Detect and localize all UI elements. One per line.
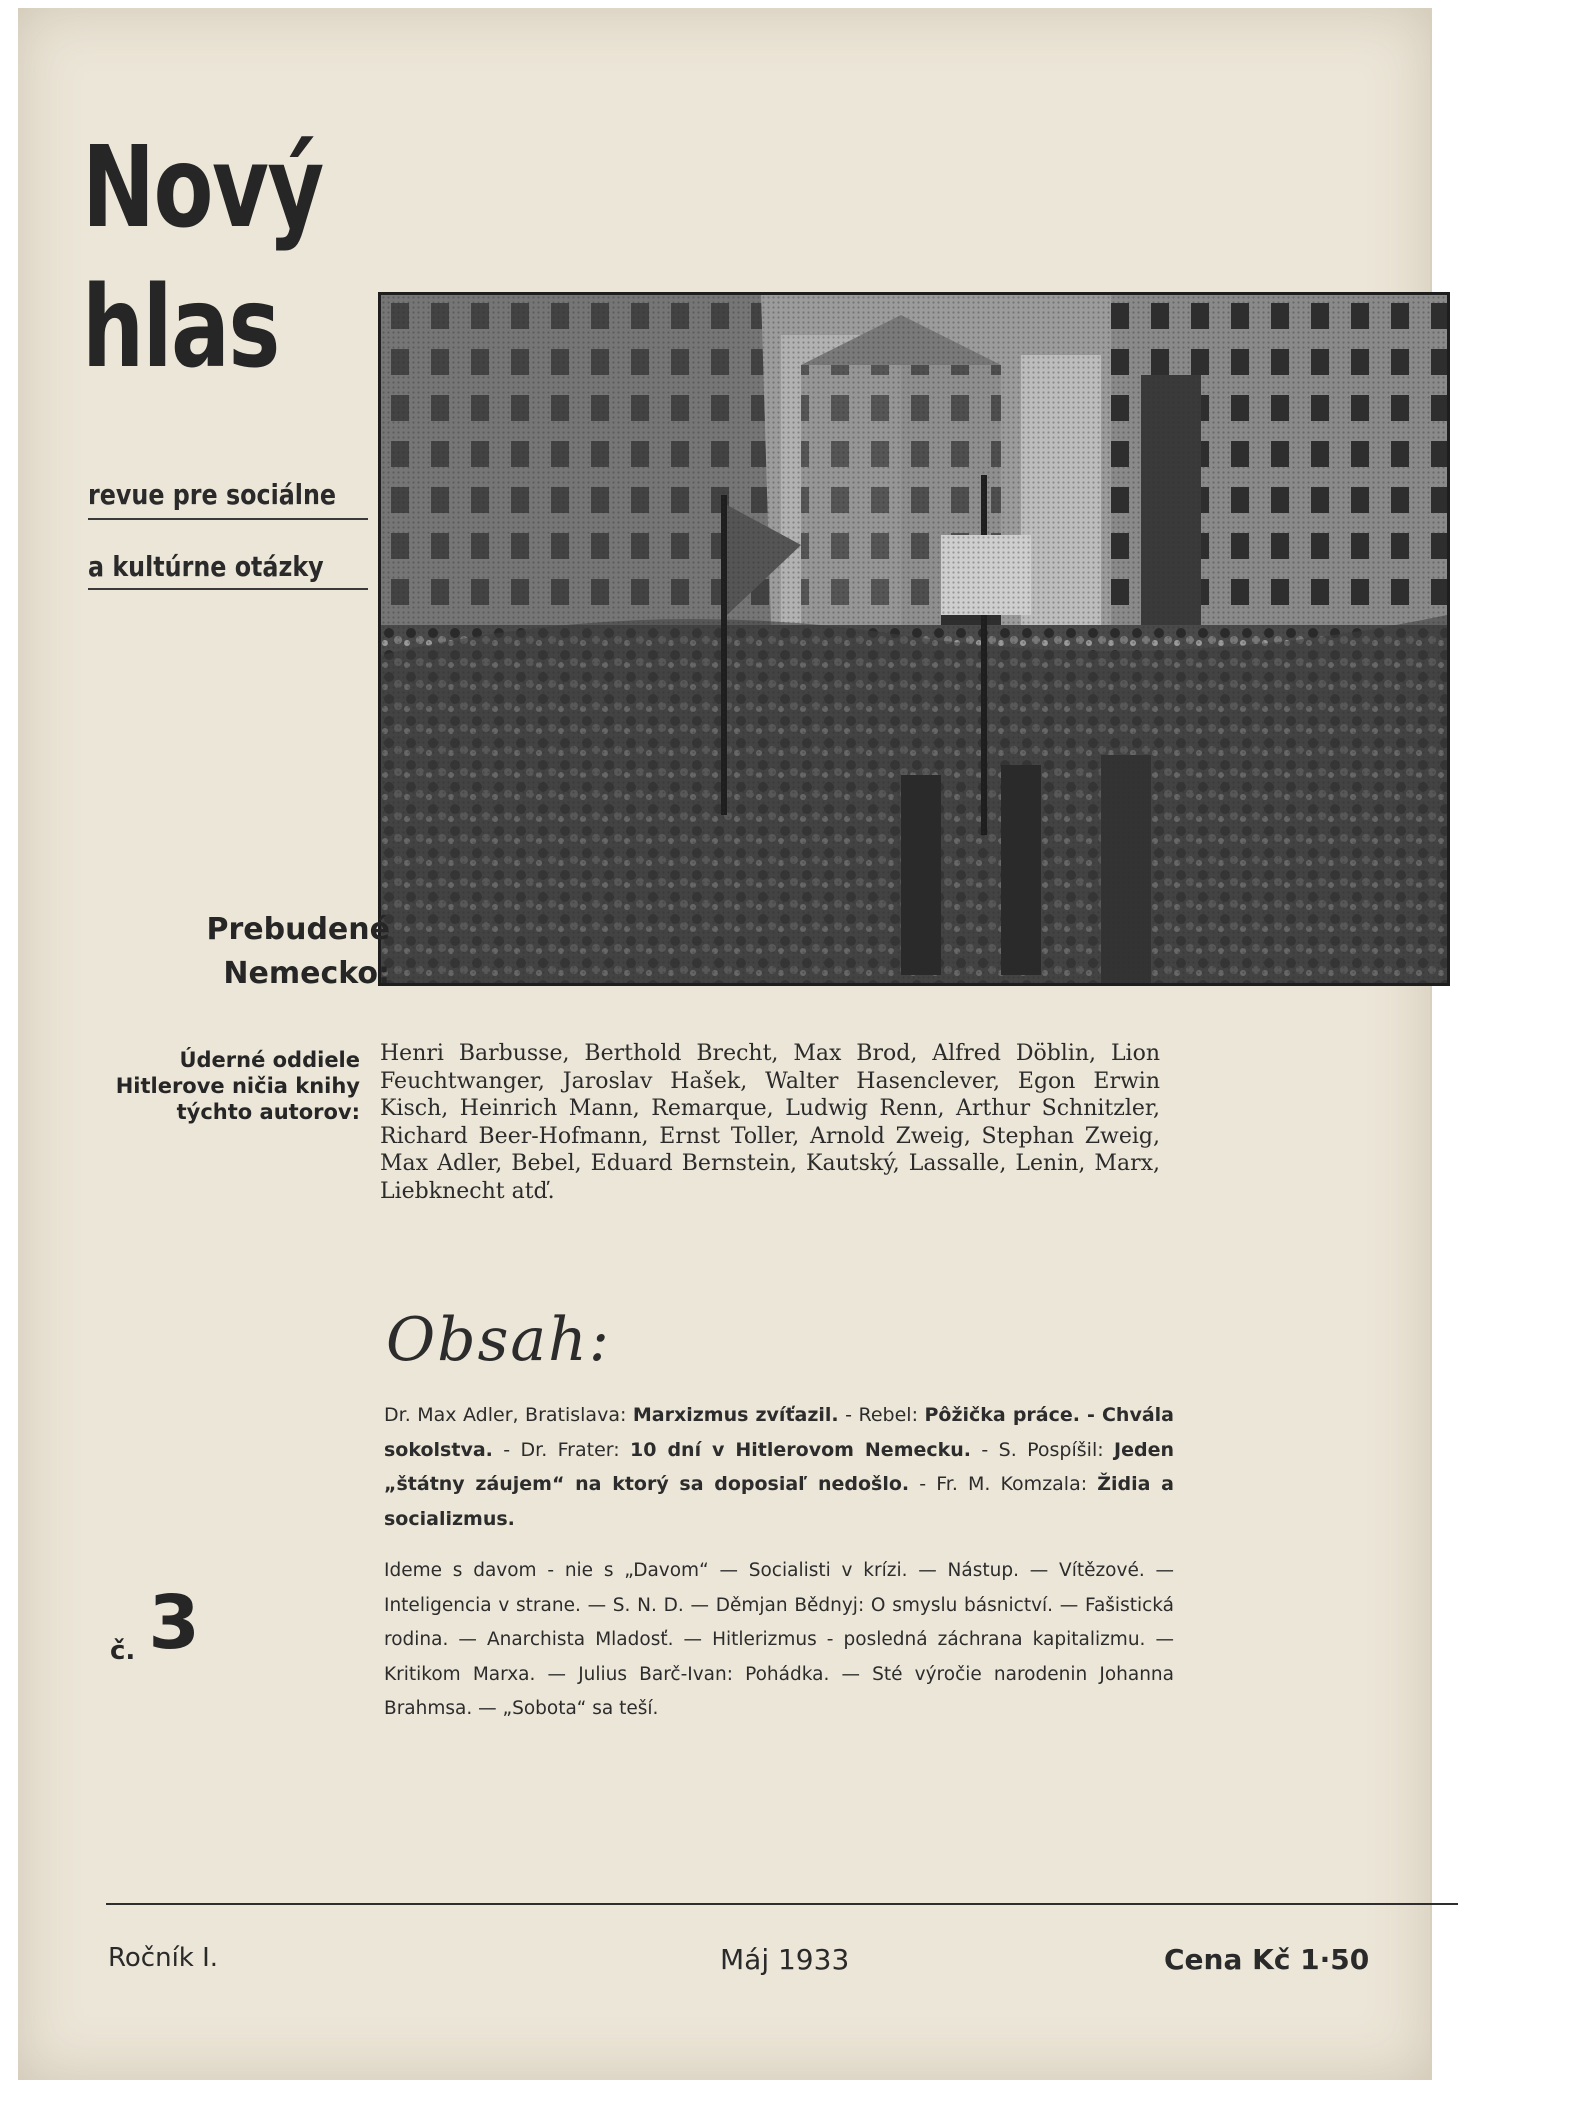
footer-rule <box>106 1903 1458 1905</box>
subtitle-line-2: a kultúrne otázky <box>88 550 324 583</box>
footer-volume: Ročník I. <box>108 1943 219 1973</box>
subtitle-rule-2 <box>88 588 368 590</box>
subtitle-line-1: revue pre sociálne <box>88 478 337 511</box>
title-line-1: Nový <box>82 123 323 253</box>
masthead-title <box>82 118 323 398</box>
banned-label-line-3: týchto autorov: <box>176 1100 360 1124</box>
contents-item-author: Dr. Max Adler, Bratislava: <box>384 1404 627 1426</box>
cover-photo <box>378 292 1450 986</box>
contents-item-title: Židia a socializmus. <box>384 1473 1174 1530</box>
rally-photo-illustration <box>381 295 1447 983</box>
contents-item-title: Marxizmus zvíťazil. <box>632 1404 839 1426</box>
issue-prefix: č. <box>110 1636 136 1666</box>
contents-item-title: Pôžička práce. - Chvála sokolstva. <box>384 1404 1175 1461</box>
contents-heading: Obsah: <box>386 1305 612 1375</box>
photo-caption <box>120 908 390 996</box>
banned-label-line-2: Hitlerove ničia knihy <box>115 1074 360 1098</box>
banned-authors-list: Henri Barbusse, Berthold Brecht, Max Brod, Alfred Döblin, Lion Feuchtwanger, Jaroslav Hašek, Walter Hasenclever, Egon Erwin Kisch, Heinrich Mann, Remarque, Ludwig Renn, Arthur Schnitzler, Richard Beer-Hofmann, Ernst Toller, Arnold Zweig, Stephan Zweig, Max Adler, Bebel, Eduard Bernstein, Kautský, Lassalle, Lenin, Marx, Liebknecht atď. <box>380 1041 1160 1204</box>
footer-date: Máj 1933 <box>720 1943 850 1976</box>
banned-label-line-1: Úderné oddiele <box>179 1048 360 1072</box>
issue-value: 3 <box>148 1580 200 1666</box>
contents-item-title: 10 dní v Hitlerovom Nemecku. <box>630 1438 972 1461</box>
banned-authors-label <box>70 1047 360 1125</box>
contents-main <box>384 1398 1174 1536</box>
contents-item-title: Jeden „štátny záujem“ na ktorý sa doposiaľ nedošlo. <box>384 1438 1174 1495</box>
subtitle-rule-1 <box>88 518 368 520</box>
contents-item-author: - Rebel: <box>845 1404 918 1426</box>
photo-caption-line-1: Prebudené <box>206 912 390 947</box>
title-line-2: hlas <box>82 263 279 393</box>
contents-item-author: - Dr. Frater: <box>503 1438 620 1461</box>
contents-secondary: Ideme s davom - nie s „Davom“ — Socialisti v krízi. — Nástup. — Vítězové. — Inteligencia v strane. — S. N. D. — Děmjan Bědnyj: O smyslu básnictví. — Fašistická rodina. — Anarchista Mladosť. — Hitlerizmus - posledná záchrana kapitalizmu. — Kritikom Marxa. — Julius Barč-Ivan: Pohádka. — Sté výročie narodenin Johanna Brahmsa. — „Sobota“ sa teší. <box>384 1560 1174 1719</box>
footer-price: Cena Kč 1·50 <box>1164 1943 1370 1976</box>
contents-item-author: - S. Pospíšil: <box>981 1438 1104 1461</box>
contents-item-author: - Fr. M. Komzala: <box>919 1473 1088 1495</box>
issue-number <box>110 1580 200 1666</box>
photo-caption-line-2: Nemecko: <box>223 956 390 991</box>
